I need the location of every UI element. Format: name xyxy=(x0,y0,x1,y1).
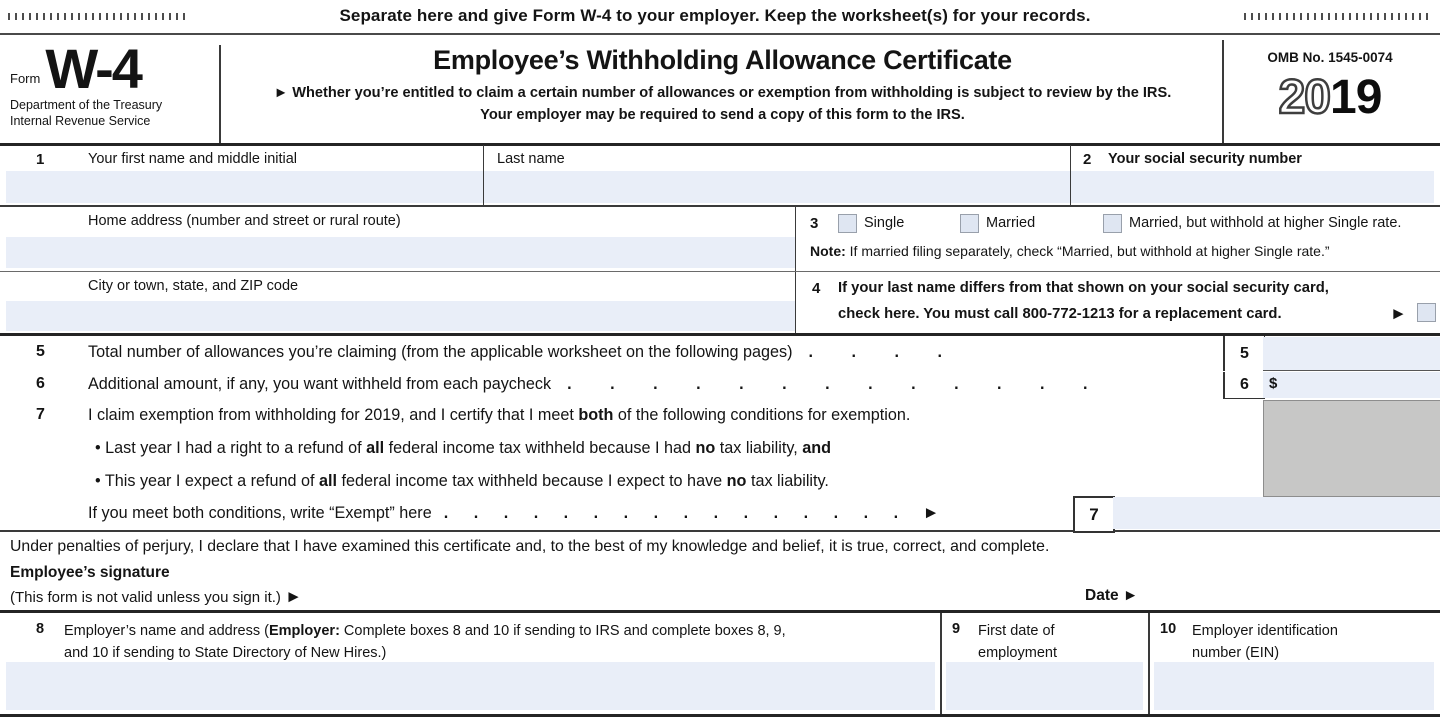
line2-number: 2 xyxy=(1083,151,1092,168)
line7-bottom-border xyxy=(0,530,1440,532)
b1-mid2: tax liability, xyxy=(715,439,803,457)
line5-number: 5 xyxy=(36,343,45,360)
line7-bullet-2 xyxy=(95,472,829,491)
exempt-text: If you meet both conditions, write “Exempt” here xyxy=(88,504,432,522)
separator-strip xyxy=(0,0,1440,32)
header-divider-right xyxy=(1222,40,1224,143)
b2-mid: federal income tax withheld because I expect to have xyxy=(337,472,727,490)
line10-number: 10 xyxy=(1160,621,1177,637)
perjury-statement: Under penalties of perjury, I declare that I have examined this certificate and, to the best of my knowledge and belief, it is true, correct, and complete. xyxy=(10,538,1050,555)
line7-dot-leader: . . . . . . . . . . . . . . . . xyxy=(443,504,909,522)
married-higher-rate-label: Married, but withhold at higher Single rate. xyxy=(1129,215,1402,231)
b2-post: tax liability. xyxy=(746,472,829,490)
exempt-arrow-icon: ► xyxy=(922,503,940,522)
exempt-input[interactable] xyxy=(1113,497,1440,529)
date-arrow-icon: ► xyxy=(1122,587,1139,604)
line8-number: 8 xyxy=(36,621,45,637)
arrow-right-icon: ► xyxy=(273,85,289,101)
row3-divider xyxy=(795,272,796,333)
city-input[interactable] xyxy=(6,301,795,331)
employer-name-address-input[interactable] xyxy=(6,662,935,710)
signature-input[interactable] xyxy=(380,580,1070,608)
bottom-divider-9-10 xyxy=(1148,613,1150,714)
line6-input[interactable] xyxy=(1263,372,1440,398)
last-name-label: Last name xyxy=(497,151,565,167)
line7-intro-post: of the following conditions for exemption. xyxy=(613,406,911,424)
b1-bold-no: no xyxy=(695,439,716,457)
b2-bold-no: no xyxy=(726,472,747,490)
single-checkbox[interactable] xyxy=(838,214,857,233)
form-subtitle-text: Whether you’re entitled to claim a certain number of allowances or exemption from withholding is subject to review by the IRS. Your employer may be required to send a copy of this form to the IRS. xyxy=(288,85,1172,123)
b1-mid: federal income tax withheld because I had xyxy=(384,439,696,457)
line6-box-number: 6 xyxy=(1223,372,1265,399)
married-higher-rate-checkbox[interactable] xyxy=(1103,214,1122,233)
b1-bold-all: all xyxy=(366,439,385,457)
signature-bottom-border xyxy=(0,610,1440,613)
line3-number: 3 xyxy=(810,215,819,232)
line4-text-b: check here. You must call 800-772-1213 for a replacement card. xyxy=(838,306,1282,322)
page-title: Employee’s Withholding Allowance Certificate xyxy=(433,45,1012,75)
first-date-employment-input[interactable] xyxy=(946,662,1143,710)
bottom-divider-8-9 xyxy=(940,613,942,714)
agency-line-1: Department of the Treasury xyxy=(10,98,163,113)
ssn-label: Your social security number xyxy=(1108,151,1302,167)
dollar-sign: $ xyxy=(1269,375,1278,392)
date-label-text: Date xyxy=(1085,587,1119,604)
line4-arrow-icon: ► xyxy=(1390,304,1407,323)
line5-dot-leader: . . . . xyxy=(808,343,960,361)
form-year xyxy=(1228,71,1432,124)
employee-signature-label: Employee’s signature xyxy=(10,564,170,581)
header-bottom-border xyxy=(0,143,1440,146)
city-label: City or town, state, and ZIP code xyxy=(88,278,299,294)
last-name-input[interactable] xyxy=(484,171,1070,203)
line5-input[interactable] xyxy=(1263,337,1440,371)
line5-text-main: Total number of allowances you’re claiming (from the applicable worksheet on the following pages) xyxy=(88,343,793,361)
b2-bold-all: all xyxy=(319,472,338,490)
line1-number: 1 xyxy=(36,151,45,168)
line4-number: 4 xyxy=(812,280,821,297)
line6-number: 6 xyxy=(36,375,45,392)
line7-box-number: 7 xyxy=(1073,496,1115,533)
signature-instruction-text: (This form is not valid unless you sign it.) xyxy=(10,589,281,606)
single-label: Single xyxy=(864,215,905,231)
line9-number: 9 xyxy=(952,621,961,637)
line7-intro-pre: I claim exemption from withholding for 2019, and I certify that I meet xyxy=(88,406,579,424)
omb-year-block xyxy=(1228,50,1432,122)
line7-intro-bold: both xyxy=(578,406,614,424)
line6-dot-leader: . . . . . . . . . . . . . xyxy=(567,375,1105,393)
cut-line-right xyxy=(1244,13,1432,20)
note-bold: Note: xyxy=(810,243,846,259)
line7-bullet-1 xyxy=(95,439,831,458)
date-label xyxy=(1085,587,1138,605)
line6-text-main: Additional amount, if any, you want withheld from each paycheck xyxy=(88,375,552,393)
omb-number: OMB No. 1545-0074 xyxy=(1267,50,1393,65)
form-number: W-4 xyxy=(45,37,141,100)
form-word: Form xyxy=(10,71,41,87)
header-divider-left xyxy=(219,45,221,143)
line5-box-number: 5 xyxy=(1223,336,1265,371)
line8-label xyxy=(64,621,809,665)
first-name-label: Your first name and middle initial xyxy=(88,151,298,167)
home-address-input[interactable] xyxy=(6,237,795,268)
line7-number: 7 xyxy=(36,406,45,423)
row1-bottom-border xyxy=(0,205,1440,207)
b1-pre: • Last year I had a right to a refund of xyxy=(95,439,367,457)
ein-input[interactable] xyxy=(1154,662,1434,710)
b1-bold-and: and xyxy=(802,439,832,457)
form-top-border xyxy=(0,33,1440,35)
cut-line-left xyxy=(8,13,186,20)
year-outline-digits: 20 xyxy=(1278,71,1330,124)
b2-pre: • This year I expect a refund of xyxy=(95,472,320,490)
signature-arrow-icon: ► xyxy=(285,587,302,606)
form-subtitle xyxy=(273,83,1173,127)
line3-note xyxy=(810,243,1330,259)
line10-label: Employer identification number (EIN) xyxy=(1192,623,1338,661)
line8-bold: Employer: xyxy=(268,623,340,639)
shaded-no-entry-box xyxy=(1263,400,1440,497)
line8-post: Complete boxes 8 and 10 if sending to IRS and complete boxes 8, 9, and 10 if sending to State Directory of New Hires.) xyxy=(64,623,786,661)
first-name-input[interactable] xyxy=(6,171,483,203)
line4-text-a: If your last name differs from that shown on your social security card, xyxy=(838,280,1329,296)
line7-intro xyxy=(88,406,910,425)
line7-exempt-line xyxy=(88,503,939,523)
line6-text xyxy=(88,375,1105,394)
ssn-input[interactable] xyxy=(1071,171,1434,203)
signature-instruction xyxy=(10,587,302,607)
married-checkbox[interactable] xyxy=(960,214,979,233)
line8-pre: Employer’s name and address ( xyxy=(64,623,269,639)
form-title-block xyxy=(230,45,1215,127)
year-solid-digits: 19 xyxy=(1330,71,1382,124)
line4-checkbox[interactable] xyxy=(1417,303,1436,322)
form-bottom-border xyxy=(0,714,1440,717)
row2-divider xyxy=(795,207,796,271)
agency-lines xyxy=(10,97,210,130)
agency-line-2: Internal Revenue Service xyxy=(10,114,151,129)
married-label: Married xyxy=(986,215,1036,231)
row2-bottom-border xyxy=(0,271,1440,272)
form-identity-block xyxy=(10,37,210,130)
separator-text: Separate here and give Form W-4 to your employer. Keep the worksheet(s) for your records. xyxy=(339,6,1091,25)
line9-label: First date of employment xyxy=(978,623,1057,661)
line5-text xyxy=(88,343,959,362)
home-address-label: Home address (number and street or rural route) xyxy=(88,213,401,229)
note-text: If married filing separately, check “Married, but withhold at higher Single rate.” xyxy=(845,243,1330,259)
